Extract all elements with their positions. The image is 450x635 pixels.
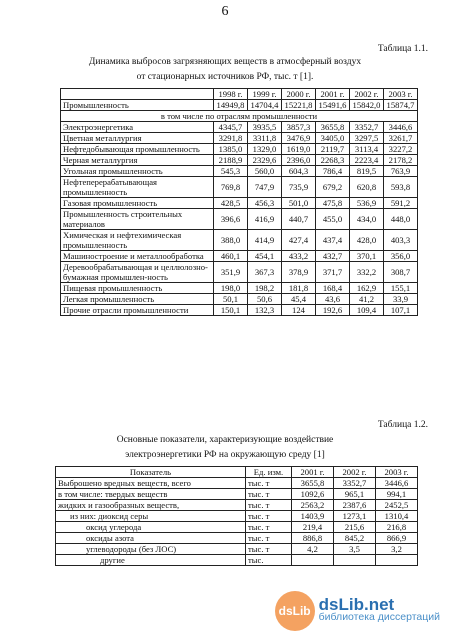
value-cell: 819,5	[350, 166, 384, 177]
unit-cell: тыс. т	[246, 489, 292, 500]
table-row	[56, 511, 418, 522]
table2-caption-line1: Основные показатели, характеризующие воздействие	[116, 435, 334, 445]
table-row	[61, 122, 418, 133]
table-row	[56, 533, 418, 544]
value-cell: 845,2	[334, 533, 376, 544]
value-cell: 560,0	[248, 166, 282, 177]
value-cell: 33,9	[384, 294, 418, 305]
value-cell: 396,6	[214, 209, 248, 230]
year-header: 1998 г.	[214, 89, 248, 100]
value-cell: 3113,4	[350, 144, 384, 155]
indicator-label: углеводороды (без ЛОС)	[56, 544, 246, 555]
value-cell: 198,2	[248, 283, 282, 294]
value-cell: 3935,5	[248, 122, 282, 133]
value-cell: 1385,0	[214, 144, 248, 155]
value-cell: 403,3	[384, 230, 418, 251]
row-label: Нефтедобывающая промышленность	[61, 144, 214, 155]
value-cell: 2563,2	[292, 500, 334, 511]
value-cell: 2188,9	[214, 155, 248, 166]
watermark	[275, 591, 440, 631]
column-header: 2003 г.	[376, 467, 418, 478]
unit-cell: тыс. т	[246, 544, 292, 555]
emissions-table	[60, 88, 418, 316]
value-cell: 181,8	[282, 283, 316, 294]
table-row	[61, 111, 418, 122]
value-cell: 536,9	[350, 198, 384, 209]
value-cell: 432,7	[316, 251, 350, 262]
value-cell: 679,2	[316, 177, 350, 198]
column-header: 2002 г.	[334, 467, 376, 478]
unit-cell: тыс.	[246, 555, 292, 566]
value-cell: 460,1	[214, 251, 248, 262]
value-cell: 3655,8	[292, 478, 334, 489]
value-cell: 155,1	[384, 283, 418, 294]
table2-caption-line2: электроэнергетики РФ на окружающую среду [1]	[125, 450, 325, 460]
value-cell: 162,9	[350, 283, 384, 294]
value-cell: 45,4	[282, 294, 316, 305]
value-cell: 456,3	[248, 198, 282, 209]
year-header: 2001 г.	[316, 89, 350, 100]
value-cell: 107,1	[384, 305, 418, 316]
value-cell: 370,1	[350, 251, 384, 262]
value-cell: 14949,8	[214, 100, 248, 111]
value-cell: 308,7	[384, 262, 418, 283]
value-cell: 416,9	[248, 209, 282, 230]
value-cell: 15874,7	[384, 100, 418, 111]
value-cell: 437,4	[316, 230, 350, 251]
value-cell: 747,9	[248, 177, 282, 198]
value-cell: 501,0	[282, 198, 316, 209]
year-header: 2000 г.	[282, 89, 316, 100]
table-row	[56, 555, 418, 566]
value-cell: 50,6	[248, 294, 282, 305]
table-row	[61, 209, 418, 230]
value-cell: 2452,5	[376, 500, 418, 511]
value-cell: 3446,6	[384, 122, 418, 133]
table-row	[56, 522, 418, 533]
column-header: Ед. изм.	[246, 467, 292, 478]
table-row	[61, 144, 418, 155]
value-cell: 1273,1	[334, 511, 376, 522]
value-cell: 219,4	[292, 522, 334, 533]
table-row	[61, 155, 418, 166]
value-cell: 2119,7	[316, 144, 350, 155]
table-row	[56, 489, 418, 500]
row-label: Черная металлургия	[61, 155, 214, 166]
row-label: Угольная промышленность	[61, 166, 214, 177]
value-cell: 3655,8	[316, 122, 350, 133]
value-cell: 2396,0	[282, 155, 316, 166]
value-cell: 475,8	[316, 198, 350, 209]
value-cell: 3352,7	[350, 122, 384, 133]
row-label: Легкая промышленность	[61, 294, 214, 305]
indicator-label: из них: диоксид серы	[56, 511, 246, 522]
value-cell: 604,3	[282, 166, 316, 177]
table-row	[56, 500, 418, 511]
indicator-label: жидких и газообразных веществ,	[56, 500, 246, 511]
value-cell: 4345,7	[214, 122, 248, 133]
value-cell: 332,2	[350, 262, 384, 283]
value-cell: 15221,8	[282, 100, 316, 111]
value-cell: 965,1	[334, 489, 376, 500]
row-label: Промышленность строительных материалов	[61, 209, 214, 230]
value-cell: 428,0	[350, 230, 384, 251]
value-cell: 414,9	[248, 230, 282, 251]
unit-cell: тыс. т	[246, 522, 292, 533]
table-row	[56, 478, 418, 489]
value-cell: 215,6	[334, 522, 376, 533]
value-cell: 735,9	[282, 177, 316, 198]
table-row	[61, 133, 418, 144]
value-cell: 448,0	[384, 209, 418, 230]
table2-label: Таблица 1.2.	[377, 420, 428, 430]
value-cell: 440,7	[282, 209, 316, 230]
table-row	[61, 305, 418, 316]
row-label: Машиностроение и металлообработка	[61, 251, 214, 262]
table-row	[56, 544, 418, 555]
table-row	[61, 262, 418, 283]
unit-cell: тыс. т	[246, 478, 292, 489]
value-cell: 378,9	[282, 262, 316, 283]
value-cell: 620,8	[350, 177, 384, 198]
value-cell: 356,0	[384, 251, 418, 262]
value-cell: 150,1	[214, 305, 248, 316]
value-cell: 545,3	[214, 166, 248, 177]
value-cell: 371,7	[316, 262, 350, 283]
value-cell: 132,3	[248, 305, 282, 316]
value-cell: 428,5	[214, 198, 248, 209]
watermark-subtitle: библиотека диссертаций	[318, 611, 440, 623]
value-cell: 3405,0	[316, 133, 350, 144]
watermark-brand: dsLib.net	[318, 595, 395, 614]
row-label: Прочие отрасли промышленности	[61, 305, 214, 316]
energy-impact-table	[55, 466, 418, 566]
value-cell: 1310,4	[376, 511, 418, 522]
table-row	[61, 294, 418, 305]
value-cell	[376, 555, 418, 566]
value-cell: 50,1	[214, 294, 248, 305]
value-cell: 41,2	[350, 294, 384, 305]
row-label: Электроэнергетика	[61, 122, 214, 133]
column-header: 2001 г.	[292, 467, 334, 478]
table-row	[61, 177, 418, 198]
value-cell: 3476,9	[282, 133, 316, 144]
row-label: Деревообрабатывающая и целлюлозно-бумажная промышлен-ность	[61, 262, 214, 283]
value-cell: 1329,0	[248, 144, 282, 155]
row-label: Пищевая промышленность	[61, 283, 214, 294]
value-cell: 454,1	[248, 251, 282, 262]
indicator-label: оксиды азота	[56, 533, 246, 544]
year-header: 1999 г.	[248, 89, 282, 100]
value-cell: 3311,8	[248, 133, 282, 144]
dslib-logo-icon: dsLib	[275, 591, 315, 631]
table-row	[61, 251, 418, 262]
value-cell: 769,8	[214, 177, 248, 198]
value-cell: 1619,0	[282, 144, 316, 155]
table1-label: Таблица 1.1.	[377, 44, 428, 54]
year-header: 2003 г.	[384, 89, 418, 100]
indicator-label: оксид углерода	[56, 522, 246, 533]
value-cell: 2178,2	[384, 155, 418, 166]
value-cell: 198,0	[214, 283, 248, 294]
value-cell: 3227,2	[384, 144, 418, 155]
table-row	[61, 230, 418, 251]
value-cell: 388,0	[214, 230, 248, 251]
value-cell: 367,3	[248, 262, 282, 283]
value-cell	[334, 555, 376, 566]
table-row	[61, 100, 418, 111]
value-cell: 192,6	[316, 305, 350, 316]
value-cell: 763,9	[384, 166, 418, 177]
row-label: Газовая промышленность	[61, 198, 214, 209]
value-cell: 1092,6	[292, 489, 334, 500]
row-label: Нефтеперерабатывающая промышленность	[61, 177, 214, 198]
row-label: Цветная металлургия	[61, 133, 214, 144]
value-cell: 2268,3	[316, 155, 350, 166]
value-cell: 2329,6	[248, 155, 282, 166]
value-cell: 3,2	[376, 544, 418, 555]
value-cell: 15491,6	[316, 100, 350, 111]
value-cell: 351,9	[214, 262, 248, 283]
value-cell: 124	[282, 305, 316, 316]
value-cell: 3297,5	[350, 133, 384, 144]
value-cell: 591,2	[384, 198, 418, 209]
value-cell: 2387,6	[334, 500, 376, 511]
value-cell: 14704,4	[248, 100, 282, 111]
value-cell: 3261,7	[384, 133, 418, 144]
value-cell: 786,4	[316, 166, 350, 177]
value-cell: 433,2	[282, 251, 316, 262]
row-label: Промышленность	[61, 100, 214, 111]
table-header-row	[61, 89, 418, 100]
value-cell: 427,4	[282, 230, 316, 251]
column-header: Показатель	[56, 467, 246, 478]
indicator-label: другие	[56, 555, 246, 566]
table-row	[61, 198, 418, 209]
value-cell: 3291,8	[214, 133, 248, 144]
page-number: 6	[221, 4, 229, 19]
value-cell: 3857,3	[282, 122, 316, 133]
table1-caption-line1: Динамика выбросов загрязняющих веществ в атмосферный воздух	[88, 57, 362, 67]
value-cell: 434,0	[350, 209, 384, 230]
value-cell: 15842,0	[350, 100, 384, 111]
row-label: Химическая и нефтехимическая промышленность	[61, 230, 214, 251]
table-row	[61, 283, 418, 294]
table-row	[61, 166, 418, 177]
unit-cell: тыс. т	[246, 511, 292, 522]
value-cell: 43,6	[316, 294, 350, 305]
value-cell: 216,8	[376, 522, 418, 533]
indicator-label: в том числе: твердых веществ	[56, 489, 246, 500]
unit-cell: тыс. т	[246, 500, 292, 511]
value-cell: 886,8	[292, 533, 334, 544]
value-cell: 168,4	[316, 283, 350, 294]
value-cell: 866,9	[376, 533, 418, 544]
value-cell: 1403,9	[292, 511, 334, 522]
table1-caption-line2: от стационарных источников РФ, тыс. т [1].	[136, 72, 314, 82]
value-cell: 3446,6	[376, 478, 418, 489]
value-cell: 593,8	[384, 177, 418, 198]
value-cell: 455,0	[316, 209, 350, 230]
value-cell: 2223,4	[350, 155, 384, 166]
table-header-row	[56, 467, 418, 478]
value-cell: 3,5	[334, 544, 376, 555]
value-cell: 3352,7	[334, 478, 376, 489]
section-subheader: в том числе по отраслям промышленности	[61, 111, 418, 122]
unit-cell: тыс. т	[246, 533, 292, 544]
value-cell: 994,1	[376, 489, 418, 500]
indicator-label: Выброшено вредных веществ, всего	[56, 478, 246, 489]
header-blank-cell	[61, 89, 214, 100]
value-cell	[292, 555, 334, 566]
year-header: 2002 г.	[350, 89, 384, 100]
value-cell: 109,4	[350, 305, 384, 316]
value-cell: 4,2	[292, 544, 334, 555]
